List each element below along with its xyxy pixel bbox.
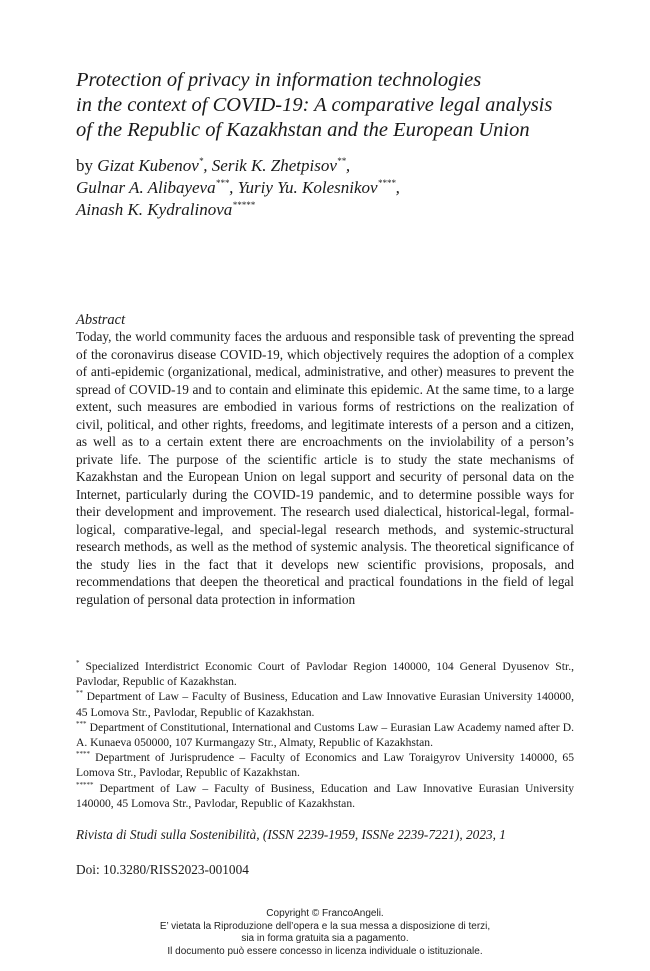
byline-line: by Gizat Kubenov*, Serik K. Zhetpisov**, [76,156,351,175]
journal-citation: Rivista di Studi sulla Sostenibilità, (ISSN 2239-1959, ISSNe 2239-7221), 2023, 1 [76,827,506,842]
byline-line: Gulnar A. Alibayeva***, Yuriy Yu. Kolesnikov****, [76,178,400,197]
byline-prefix: by [76,156,93,175]
footnote-text: Department of Jurisprudence – Faculty of Economics and Law Toraigyrov University 140000, 65 Lomova Str., Pavlodar, Republic of Kazakhstan. [76,751,574,780]
footnote-text: Specialized Interdistrict Economic Court of Pavlodar Region 140000, 104 General Dyusenov Str., Pavlodar, Republic of Kazakhstan. [76,660,574,689]
footnote [76,659,574,689]
footnote-mark: ***** [76,780,94,789]
author-name: Yuriy Yu. Kolesnikov [237,178,378,197]
footnote [76,720,574,750]
abstract-heading: Abstract [76,312,126,328]
byline-line [76,199,616,221]
copyright-line: Copyright © FrancoAngeli. [266,908,384,919]
abstract-text: Today, the world community faces the arduous and responsible task of preventing the spread of the coronavirus disease COVID-19, which objectively requires the adoption of a complex of anti-epidemic (organizational, medical, administrative, and other) measures to prevent the spread of COVID-19 and to contain and eliminate this epidemic. At the same time, to a large extent, such measures are embodied in various forms of restrictions on the realization of civil, political, and other rights, freedoms, and legitimate interests of a person and a citizen, as well as to a certain extent there are encroachments on the inviolability of a person’s private life. The purpose of the scientific article is to study the state mechanisms of Kazakhstan and the European Union on legal support and security of personal data on the Internet, particularly during the COVID-19 pandemic, and to determine possible ways for their development and improvement. The research used dialectical, historical-legal, formal-logical, comparative-legal, and special-legal research methods, and systemic-structural research methods, as well as the method of systemic analysis. The theoretical significance of the study lies in the fact that it develops new scientific provisions, proposals, and recommendations that deepen the theoretical and practical foundations in the field of legal regulation of personal data protection in information [76,329,574,607]
footnote-mark: * [76,659,80,667]
footnote [76,781,574,811]
footnote [76,750,574,780]
author-footnote-mark: **** [377,178,396,188]
author-footnote-mark: *** [215,178,230,188]
author-footnote-mark: * [198,156,204,166]
author-footnote-mark: ***** [232,200,255,210]
copyright-line: E’ vietata la Riproduzione dell’opera e la sua messa a disposizione di terzi, [159,920,491,932]
footnote-text: Department of Law – Faculty of Business, Education and Law Innovative Eurasian University 140000, 45 Lomova Str., Pavlodar, Republic of Kazakhstan. [76,781,574,810]
footnote-mark: ** [76,689,83,698]
author-footnote-mark: ** [336,156,346,166]
footnote-text: Department of Law – Faculty of Business, Education and Law Innovative Eurasian University 140000, 45 Lomova Str., Pavlodar, Republic of Kazakhstan. [76,690,574,719]
copyright-notice [0,908,650,958]
author-name: Serik K. Zhetpisov [211,156,337,175]
title-line: in the context of COVID-19: A comparative legal analysis [76,94,553,116]
footnotes [76,659,574,811]
footnote-mark: **** [76,750,90,759]
title-line: Protection of privacy in information technologies [76,69,482,91]
author-byline [76,155,616,221]
article-title [76,68,616,143]
doi-line: Doi: 10.3280/RISS2023-001004 [76,862,249,877]
author-name: Ainash K. Kydralinova [76,200,233,219]
footnote-text: Department of Constitutional, International and Customs Law – Eurasian Law Academy named after D. A. Kunaeva 050000, 107 Kurmangazy Str., Almaty, Republic of Kazakhstan. [76,720,574,750]
author-name: Gizat Kubenov [97,156,199,175]
author-name: Gulnar A. Alibayeva [76,178,216,197]
title-line: of the Republic of Kazakhstan and the European Union [76,119,530,141]
copyright-line: sia in forma gratuita sia a pagamento. [241,933,409,945]
copyright-line: Il documento può essere concesso in licenza individuale o istituzionale. [167,945,483,957]
footnote-mark: *** [76,719,87,728]
footnote [76,689,574,719]
